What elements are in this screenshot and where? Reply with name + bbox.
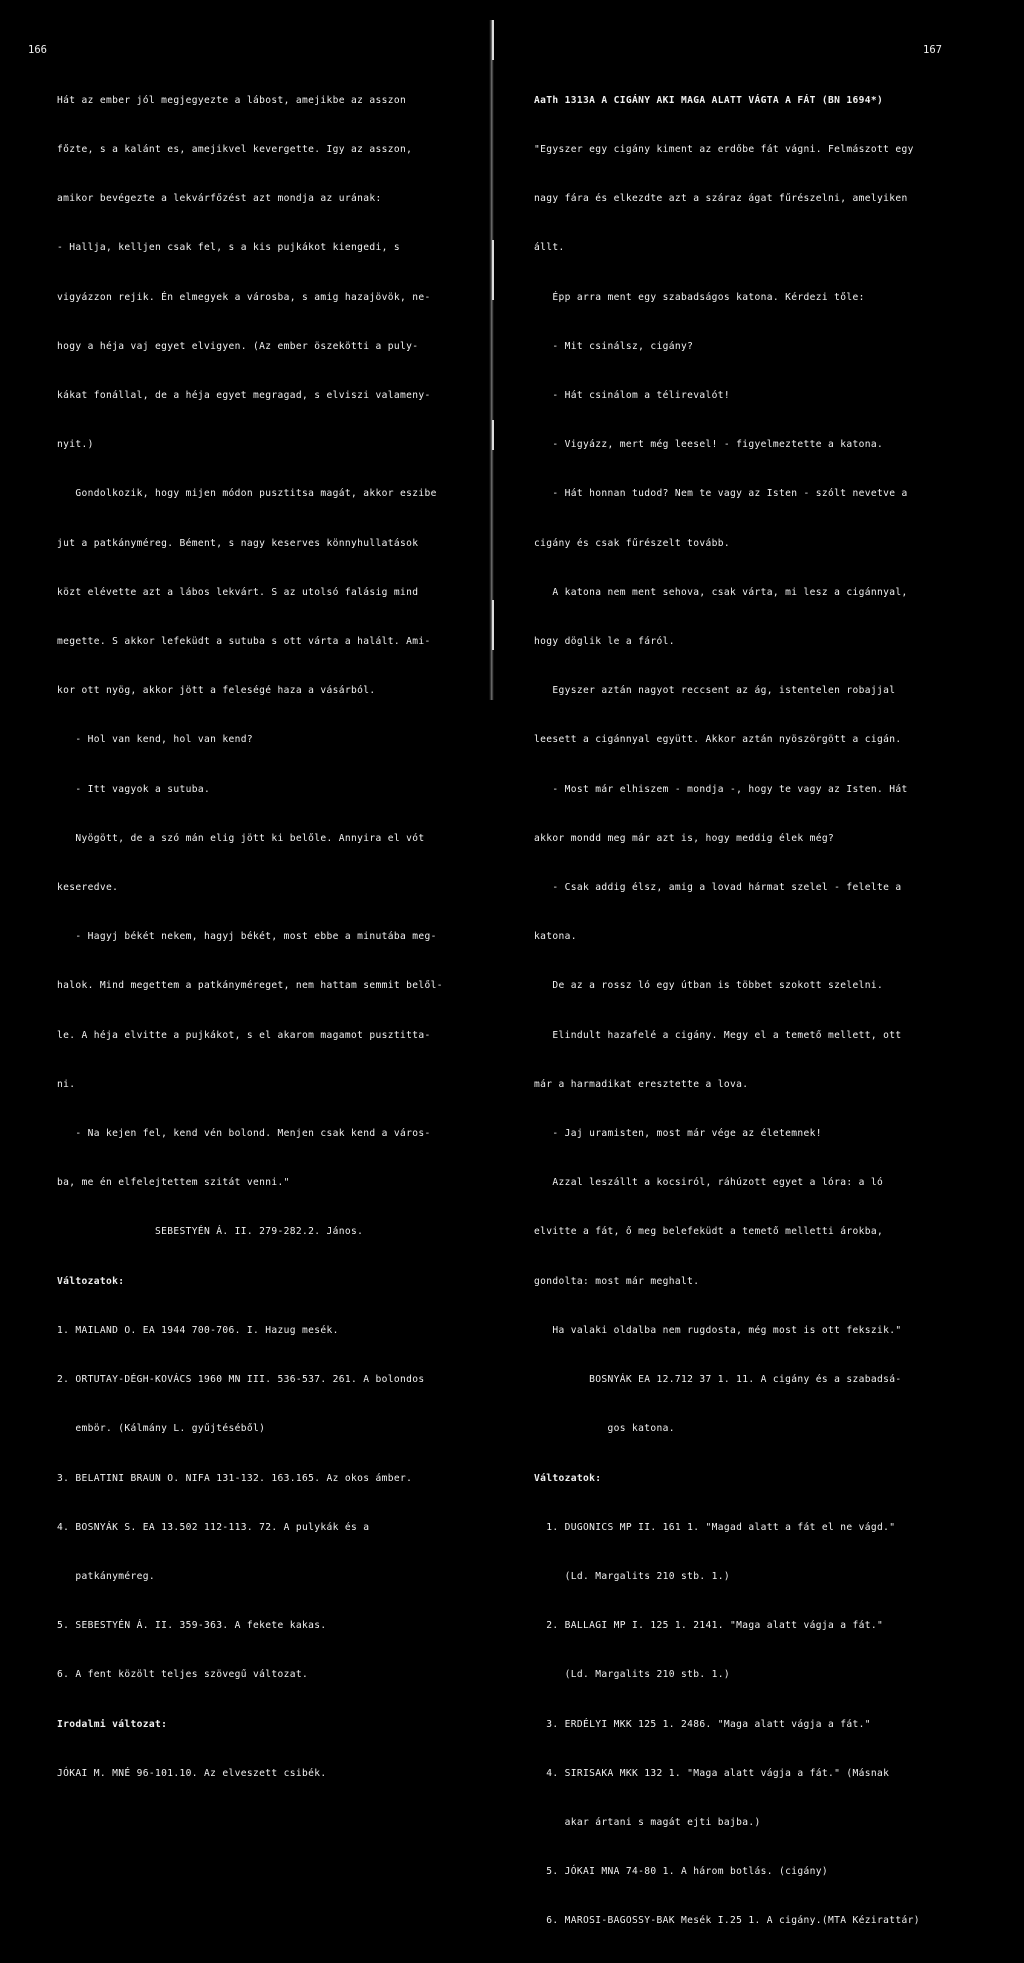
text-line: már a harmadikat eresztette a lova. xyxy=(534,1078,749,1090)
list-item: 1. MAILAND O. EA 1944 700-706. I. Hazug mesék. xyxy=(57,1324,339,1336)
tale-title: AaTh 1313A A CIGÁNY AKI MAGA ALATT VÁGTA A FÁT (BN 1694*) xyxy=(534,94,884,106)
text-line: közt elévette azt a lábos lekvárt. S az utolsó falásig mind xyxy=(57,586,419,598)
list-item: (Ld. Margalits 210 stb. 1.) xyxy=(534,1570,731,1582)
text-line: jut a patkányméreg. Bément, s nagy keserves könnyhullatások xyxy=(57,537,419,549)
page-number-left: 166 xyxy=(28,44,47,56)
text-line: hogy döglik le a fáról. xyxy=(534,636,675,648)
list-item: 6. MAROSI-BAGOSSY-BAK Mesék I.25 1. A cigány.(MTA Kézirattár) xyxy=(534,1915,920,1927)
source-citation: SEBESTYÉN Á. II. 279-282.2. János. xyxy=(57,1226,364,1238)
text-line: Nyögött, de a szó mán elig jött ki belőle. Annyira el vót xyxy=(57,832,425,844)
text-line: De az a rossz ló egy útban is többet szokott szelelni. xyxy=(534,980,884,992)
text-line: katona. xyxy=(534,931,577,943)
text-line: - Csak addig élsz, amig a lovad hármat szelel - felelte a xyxy=(534,882,902,894)
list-item: 1. DUGONICS MP II. 161 1. "Magad alatt a fát el ne vágd." xyxy=(534,1521,896,1533)
text-line: Elindult hazafelé a cigány. Megy el a temető mellett, ott xyxy=(534,1029,902,1041)
text-line: - Mit csinálsz, cigány? xyxy=(534,340,694,352)
text-line: ni. xyxy=(57,1078,76,1090)
text-line: nyit.) xyxy=(57,439,94,451)
text-line: Épp arra ment egy szabadságos katona. Kérdezi tőle: xyxy=(534,291,865,303)
text-line: cigány és csak fűrészelt tovább. xyxy=(534,537,731,549)
list-item: 3. BELATINI BRAUN O. NIFA 131-132. 163.165. Az okos ámber. xyxy=(57,1472,413,1484)
text-line: ba, me én elfelejtettem szitát venni." xyxy=(57,1177,290,1189)
text-line: - Hallja, kelljen csak fel, s a kis pujkákot kiengedi, s xyxy=(57,242,401,254)
list-item: embör. (Kálmány L. gyűjtéséből) xyxy=(57,1423,266,1435)
left-page xyxy=(0,0,486,1779)
left-page-text xyxy=(57,60,443,1815)
text-line: Azzal leszállt a kocsiról, ráhúzott egyet a lóra: a ló xyxy=(534,1177,884,1189)
list-item: 4. BOSNYÁK S. EA 13.502 112-113. 72. A pulykák és a xyxy=(57,1521,370,1533)
text-line: vigyázzon rejik. Én elmegyek a városba, s amig hazajövök, ne- xyxy=(57,291,431,303)
text-line: nagy fára és elkezdte azt a száraz ágat fűrészelni, amelyiken xyxy=(534,193,908,205)
page-number-right: 167 xyxy=(923,44,942,56)
section-heading: Irodalmi változat: xyxy=(57,1718,168,1730)
text-line: leesett a cigánnyal együtt. Akkor aztán nyöszörgött a cigán. xyxy=(534,734,902,746)
list-item: 6. A fent közölt teljes szövegű változat. xyxy=(57,1669,309,1681)
list-item: 3. ERDÉLYI MKK 125 1. 2486. "Maga alatt vágja a fát." xyxy=(534,1718,871,1730)
text-line: gondolta: most már meghalt. xyxy=(534,1275,700,1287)
text-line: - Hát csinálom a télirevalót! xyxy=(534,390,731,402)
list-item: (Ld. Margalits 210 stb. 1.) xyxy=(534,1669,731,1681)
text-line: le. A héja elvitte a pujkákot, s el akarom magamot pusztitta- xyxy=(57,1029,431,1041)
right-page-text xyxy=(534,60,920,1963)
list-item: JÓKAI M. MNÉ 96-101.10. Az elveszett csibék. xyxy=(57,1767,327,1779)
text-line: keseredve. xyxy=(57,882,119,894)
text-line: Gondolkozik, hogy mijen módon pusztitsa magát, akkor eszibe xyxy=(57,488,437,500)
section-heading: Változatok: xyxy=(57,1275,125,1287)
list-item: 5. JÓKAI MNA 74-80 1. A három botlás. (cigány) xyxy=(534,1866,829,1878)
text-line: főzte, s a kalánt es, amejikvel kevergette. Igy az asszon, xyxy=(57,144,413,156)
text-line: kor ott nyög, akkor jött a feleségé haza a vásárból. xyxy=(57,685,376,697)
text-line: - Most már elhiszem - mondja -, hogy te vagy az Isten. Hát xyxy=(534,783,908,795)
text-line: akkor mondd meg már azt is, hogy meddig élek még? xyxy=(534,832,835,844)
list-item: 2. BALLAGI MP I. 125 1. 2141. "Maga alatt vágja a fát." xyxy=(534,1620,884,1632)
text-line: A katona nem ment sehova, csak várta, mi lesz a cigánnyal, xyxy=(534,586,908,598)
list-item: patkányméreg. xyxy=(57,1570,156,1582)
text-line: "Egyszer egy cigány kiment az erdőbe fát vágni. Felmászott egy xyxy=(534,144,914,156)
text-line: - Hagyj békét nekem, hagyj békét, most ebbe a minutába meg- xyxy=(57,931,437,943)
text-line: halok. Mind megettem a patkányméreget, nem hattam semmit belől- xyxy=(57,980,443,992)
text-line: - Vigyázz, mert még leesel! - figyelmeztette a katona. xyxy=(534,439,884,451)
text-line: Egyszer aztán nagyot reccsent az ág, istentelen robajjal xyxy=(534,685,896,697)
text-line: - Itt vagyok a sutuba. xyxy=(57,783,211,795)
list-item: 5. SEBESTYÉN Á. II. 359-363. A fekete kakas. xyxy=(57,1620,327,1632)
list-item: 4. SIRISAKA MKK 132 1. "Maga alatt vágja a fát." (Másnak xyxy=(534,1767,890,1779)
text-line: - Hol van kend, hol van kend? xyxy=(57,734,254,746)
text-line: elvitte a fát, ő meg belefeküdt a temető melletti árokba, xyxy=(534,1226,884,1238)
text-line: hogy a héja vaj egyet elvigyen. (Az ember öszekötti a puly- xyxy=(57,340,419,352)
text-line: megette. S akkor lefeküdt a sutuba s ott várta a halált. Ami- xyxy=(57,636,431,648)
source-citation: gos katona. xyxy=(534,1423,675,1435)
text-line: - Jaj uramisten, most már vége az életemnek! xyxy=(534,1128,822,1140)
list-item: akar ártani s magát ejti bajba.) xyxy=(534,1816,761,1828)
text-line: Hát az ember jól megjegyezte a lábost, amejikbe az asszon xyxy=(57,94,407,106)
text-line: Ha valaki oldalba nem rugdosta, még most is ott fekszik." xyxy=(534,1324,902,1336)
right-page xyxy=(494,0,1024,1927)
list-item: 2. ORTUTAY-DÉGH-KOVÁCS 1960 MN III. 536-537. 261. A bolondos xyxy=(57,1374,425,1386)
section-heading: Változatok: xyxy=(534,1472,602,1484)
text-line: - Na kejen fel, kend vén bolond. Menjen csak kend a város- xyxy=(57,1128,431,1140)
text-line: - Hát honnan tudod? Nem te vagy az Isten - szólt nevetve a xyxy=(534,488,908,500)
text-line: amikor bevégezte a lekvárfőzést azt mondja az urának: xyxy=(57,193,382,205)
source-citation: BOSNYÁK EA 12.712 37 1. 11. A cigány és a szabadsá- xyxy=(534,1374,902,1386)
text-line: kákat fonállal, de a héja egyet megragad, s elviszi valameny- xyxy=(57,390,431,402)
text-line: állt. xyxy=(534,242,565,254)
